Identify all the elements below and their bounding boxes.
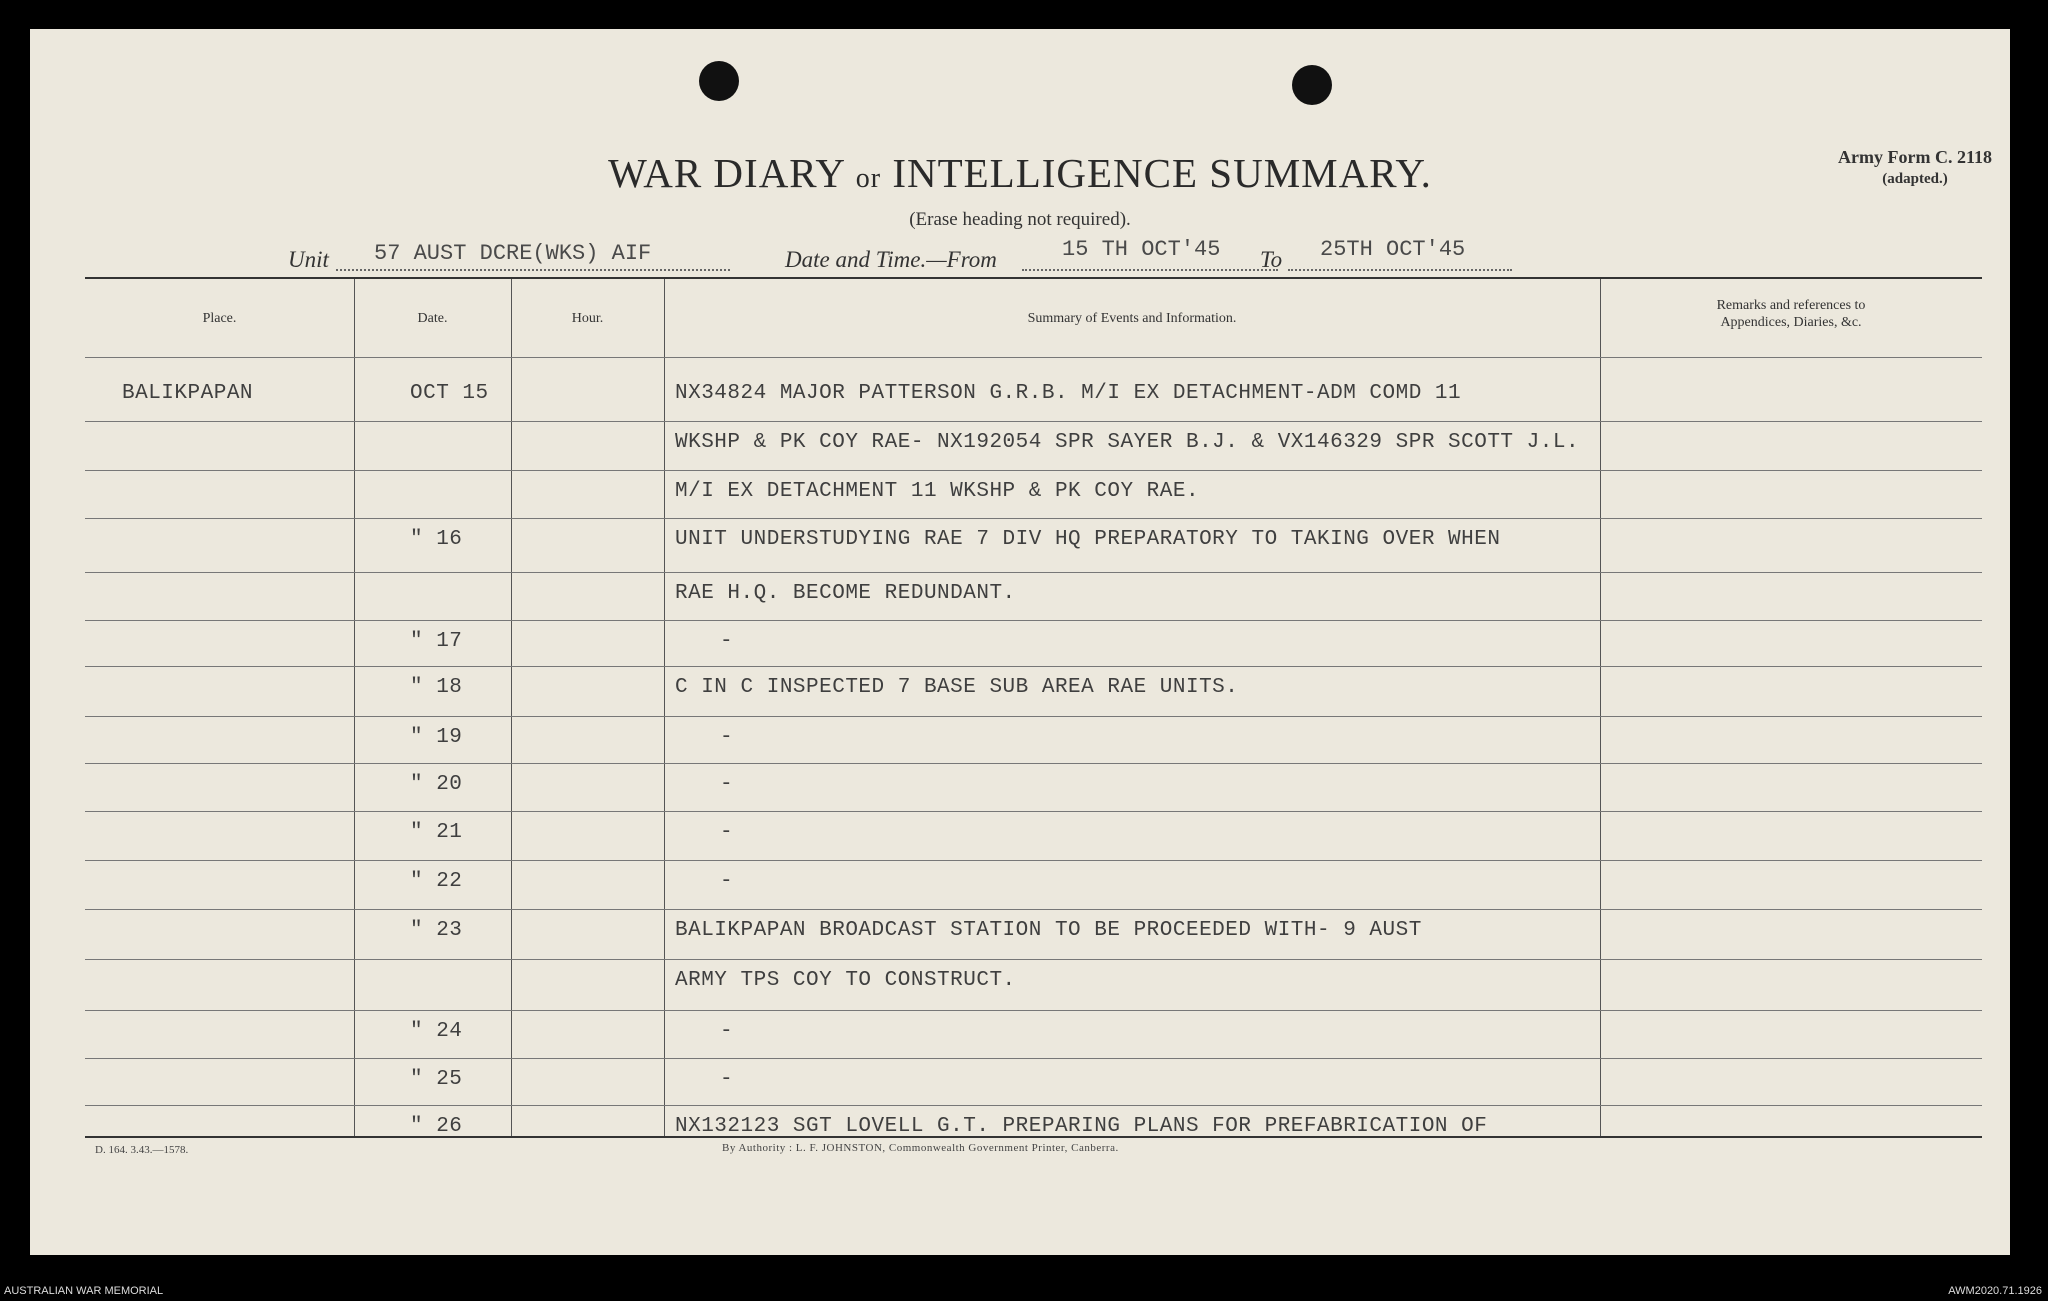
army-form-note: (adapted.): [1882, 171, 1948, 187]
row-divider: [85, 716, 1982, 717]
row-divider: [85, 518, 1982, 519]
header-remarks: [1600, 297, 1982, 331]
row-summary: ARMY TPS COY TO CONSTRUCT.: [675, 969, 1016, 992]
page-title: [30, 149, 2010, 197]
footer-authority: By Authority : L. F. JOHNSTON, Commonwealth Government Printer, Canberra.: [722, 1142, 1119, 1154]
row-summary: NX34824 MAJOR PATTERSON G.R.B. M/I EX DETACHMENT-ADM COMD 11: [675, 382, 1462, 405]
row-summary: -: [720, 726, 734, 749]
date-time-label: Date and Time.—From: [785, 247, 997, 272]
row-date: OCT 15: [410, 382, 489, 405]
row-date: " 24: [410, 1020, 463, 1043]
col-divider-2: [511, 279, 512, 1136]
header-remarks-line-2: Appendices, Diaries, &c.: [1720, 315, 1862, 330]
row-divider: [85, 1105, 1982, 1106]
row-summary: -: [720, 1068, 734, 1091]
row-summary: -: [720, 773, 734, 796]
header-summary: Summary of Events and Information.: [1027, 311, 1237, 326]
header-hour: Hour.: [571, 311, 604, 326]
subtitle: (Erase heading not required).: [909, 209, 1131, 230]
row-divider: [85, 1010, 1982, 1011]
row-summary: UNIT UNDERSTUDYING RAE 7 DIV HQ PREPARATORY TO TAKING OVER WHEN: [675, 528, 1501, 551]
footer-print-code: D. 164. 3.43.—1578.: [95, 1144, 189, 1156]
row-date: " 25: [410, 1068, 463, 1091]
army-form-number: Army Form C. 2118: [1838, 147, 1992, 167]
row-summary: NX132123 SGT LOVELL G.T. PREPARING PLANS FOR PREFABRICATION OF: [675, 1115, 1488, 1138]
row-divider: [85, 666, 1982, 667]
from-value: 15 TH OCT'45: [1062, 237, 1221, 262]
unit-label: Unit: [288, 247, 329, 272]
row-date: " 20: [410, 773, 463, 796]
row-date: " 18: [410, 676, 463, 699]
row-date: " 21: [410, 821, 463, 844]
row-divider: [85, 860, 1982, 861]
header-date: Date.: [417, 311, 448, 326]
row-summary: BALIKPAPAN BROADCAST STATION TO BE PROCEEDED WITH- 9 AUST: [675, 919, 1422, 942]
caption-right: AWM2020.71.1926: [1948, 1285, 2042, 1297]
to-label: To: [1260, 247, 1283, 272]
row-date: " 23: [410, 919, 463, 942]
punch-hole-left: [699, 61, 739, 101]
header-remarks-line-1: Remarks and references to: [1716, 298, 1866, 313]
row-date: " 26: [410, 1115, 463, 1138]
row-divider: [85, 572, 1982, 573]
title-part-2: INTELLIGENCE SUMMARY.: [892, 150, 1432, 196]
row-summary: -: [720, 821, 734, 844]
row-summary: M/I EX DETACHMENT 11 WKSHP & PK COY RAE.: [675, 480, 1200, 503]
unit-value: 57 AUST DCRE(WKS) AIF: [374, 241, 652, 266]
row-divider: [85, 909, 1982, 910]
header-underline: [85, 357, 1982, 358]
row-date: " 22: [410, 870, 463, 893]
row-summary: -: [720, 1020, 734, 1043]
row-date: " 16: [410, 528, 463, 551]
row-divider: [85, 470, 1982, 471]
row-divider: [85, 421, 1982, 422]
header-place: Place.: [202, 311, 237, 326]
army-form-label: [1838, 146, 1992, 190]
to-value: 25TH OCT'45: [1320, 237, 1466, 262]
row-summary: -: [720, 870, 734, 893]
col-divider-3: [664, 279, 665, 1136]
row-divider: [85, 620, 1982, 621]
title-part-1: WAR DIARY: [608, 150, 845, 196]
row-divider: [85, 959, 1982, 960]
row-divider: [85, 811, 1982, 812]
row-date: " 17: [410, 630, 463, 653]
title-or: or: [855, 163, 882, 194]
row-summary: C IN C INSPECTED 7 BASE SUB AREA RAE UNITS.: [675, 676, 1239, 699]
caption-left: AUSTRALIAN WAR MEMORIAL: [4, 1285, 164, 1297]
row-divider: [85, 763, 1982, 764]
table-top-rule: [85, 277, 1982, 279]
row-date: " 19: [410, 726, 463, 749]
col-divider-1: [354, 279, 355, 1136]
row-divider: [85, 1058, 1982, 1059]
row-summary: RAE H.Q. BECOME REDUNDANT.: [675, 582, 1016, 605]
diary-page: [30, 29, 2010, 1255]
row-summary: WKSHP & PK COY RAE- NX192054 SPR SAYER B.J. & VX146329 SPR SCOTT J.L.: [675, 431, 1580, 454]
punch-hole-right: [1292, 65, 1332, 105]
to-dotted-line: [1288, 269, 1512, 271]
from-dotted-line: [1022, 269, 1278, 271]
row-place: BALIKPAPAN: [122, 382, 254, 405]
row-summary: -: [720, 630, 734, 653]
col-divider-4: [1600, 279, 1601, 1136]
unit-dotted-line: [336, 269, 730, 271]
